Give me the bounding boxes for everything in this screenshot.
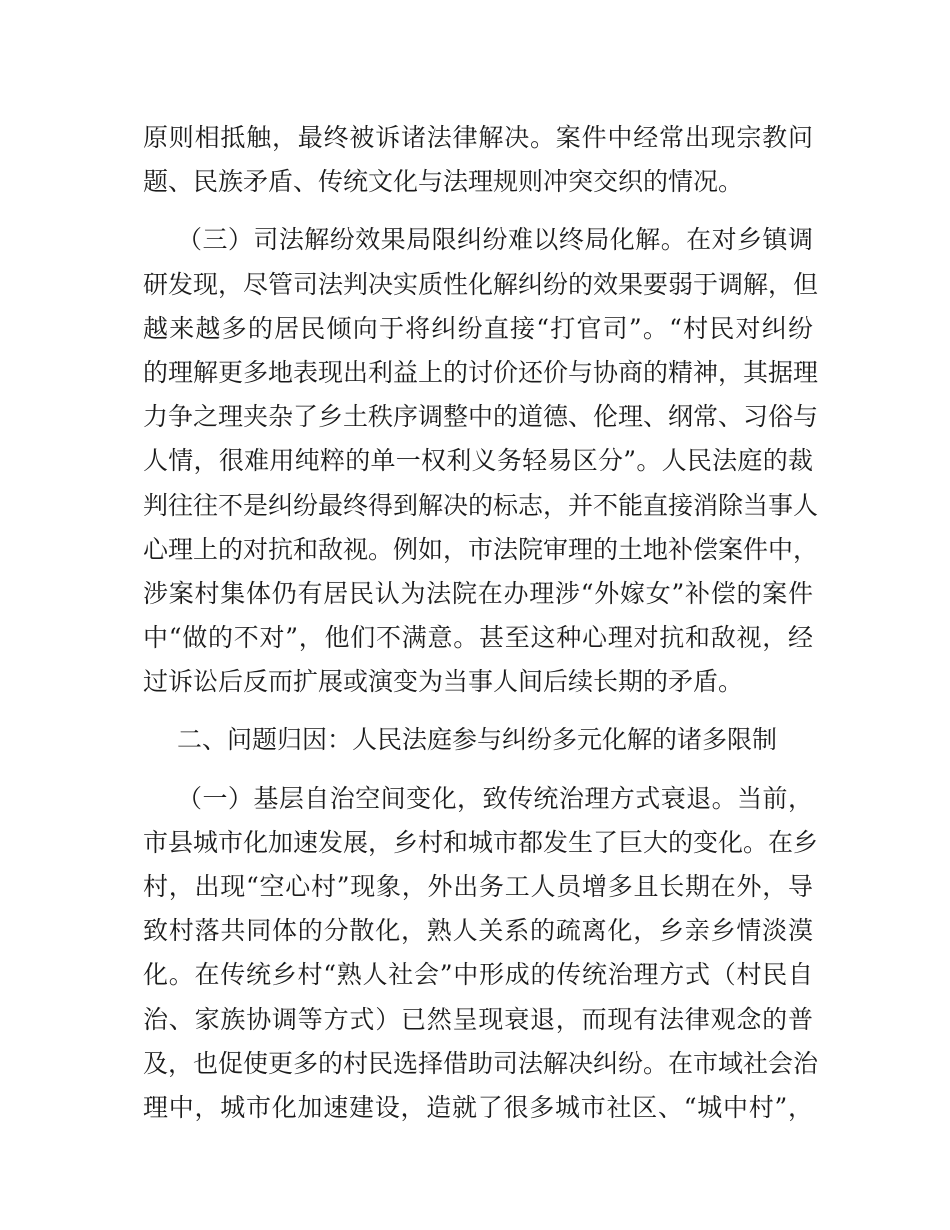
paragraph-continuation [143, 116, 813, 204]
text-line: 及，也促使更多的村民选择借助司法解决纠纷。在市域社会治 [143, 1048, 819, 1078]
text-line: 化。在传统乡村“熟人社会”中形成的传统治理方式（村民自 [143, 960, 813, 990]
text-line: 治、家族协调等方式）已然呈现衰退，而现有法律观念的普 [143, 1004, 813, 1034]
text-line: 判往往不是纠纷最终得到解决的标志，并不能直接消除当事人 [143, 490, 819, 520]
text-line: 致村落共同体的分散化，熟人关系的疏离化，乡亲乡情淡漠 [143, 916, 813, 946]
text-line: 心理上的对抗和敌视。例如，市法院审理的土地补偿案件中， [143, 534, 819, 564]
text-line: 涉案村集体仍有居民认为法院在办理涉“外嫁女”补偿的案件 [143, 578, 813, 608]
text-line: （一）基层自治空间变化，致传统治理方式衰退。当前， [177, 783, 813, 813]
document-body [143, 116, 819, 1130]
paragraph-self-governance [143, 777, 819, 1131]
text-line: 题、民族矛盾、传统文化与法理规则冲突交织的情况。 [143, 167, 744, 197]
paragraph-gap [143, 763, 813, 777]
paragraph-gap [143, 204, 813, 218]
paragraph-judicial-limits [143, 218, 819, 704]
text-line: 理中，城市化加速建设，造就了很多城市社区、“城中村”， [143, 1092, 813, 1122]
text-line: 原则相抵触，最终被诉诸法律解决。案件中经常出现宗教问 [143, 123, 813, 152]
text-line: 人情，很难用纯粹的单一权利义务轻易区分”。人民法庭的裁 [143, 446, 813, 476]
text-line: （三）司法解纷效果局限纠纷难以终局化解。在对乡镇调 [177, 225, 813, 255]
paragraph-gap [143, 704, 813, 718]
text-line: 越来越多的居民倾向于将纠纷直接“打官司”。“村民对纠纷 [143, 313, 813, 343]
text-line: 过诉讼后反而扩展或演变为当事人间后续长期的矛盾。 [143, 667, 744, 697]
text-line: 力争之理夹杂了乡土秩序调整中的道德、伦理、纲常、习俗与 [143, 402, 819, 432]
text-line: 市县城市化加速发展，乡村和城市都发生了巨大的变化。在乡 [143, 827, 819, 857]
section-heading: 二、问题归因：人民法庭参与纠纷多元化解的诸多限制 [177, 725, 778, 755]
text-line: 的理解更多地表现出利益上的讨价还价与协商的精神，其据理 [143, 357, 819, 387]
text-line: 中“做的不对”，他们不满意。甚至这种心理对抗和敌视，经 [143, 623, 813, 653]
text-line: 研发现，尽管司法判决实质性化解纠纷的效果要弱于调解，但 [143, 269, 819, 299]
text-line: 村，出现“空心村”现象，外出务工人员增多且长期在外，导 [143, 872, 813, 901]
